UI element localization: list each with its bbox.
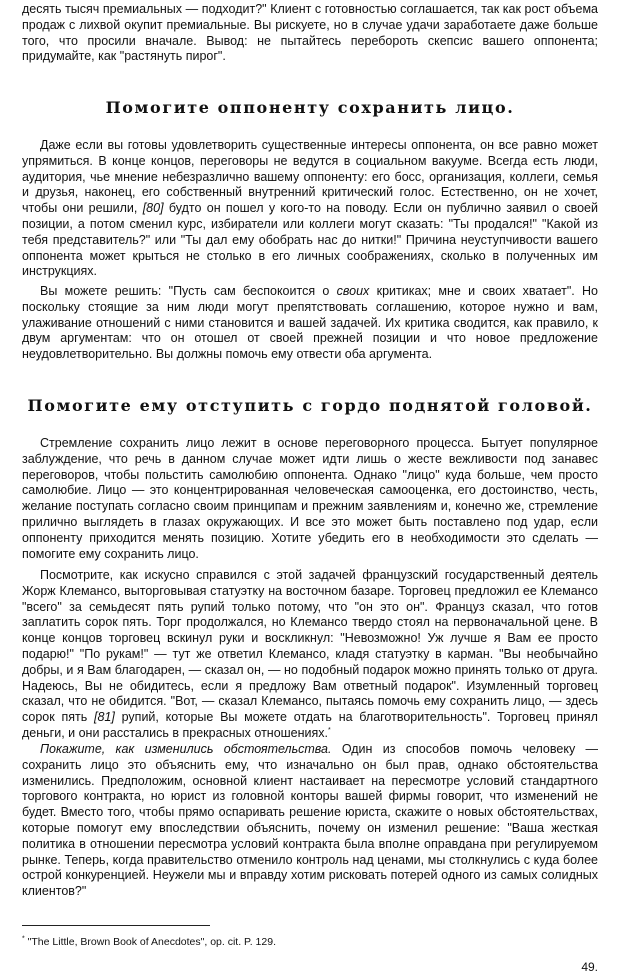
paragraph-text: критиках; мне и своих хватает". Но поскольку стоящие за ним люди могут препятствовать соглашению, которое нужно и вам, улаживание отношений с ними становится и вашей задачей. Их критика сводится, как правило, к двум аргументам: что он отошел от своей прежней позиции и что новое предложение неудовлетворительно. Вы должны помочь ему отвести оба аргумента. bbox=[22, 284, 599, 362]
section-heading-save-face: Помогите оппоненту сохранить лицо. bbox=[105, 98, 515, 117]
page-number: 49. bbox=[581, 960, 598, 974]
paragraph-text: Стремление сохранить лицо лежит в основе переговорного процесса. Бытует популярное заблуждение, что речь в данном случае может идти лишь о жесте вежливости под занавес переговоров, чтобы польстить самолюбию оппонента. Однако "лицо" куда больше, чем просто самолюбие. Лицо — это концентрированная человеческая самооценка, его достоинство, честь, желание поступать согласно своим принципам и прежним заявлениям и, конечно же, стремление прилично выглядеть в глазах окружающих. И все это может быть поставлено под удар, если оппоненту приходится менять позицию. Хотите убедить его в необходимости это сделать — помогите ему сохранить лицо. bbox=[22, 436, 598, 561]
section-heading-retreat: Помогите ему отступить с гордо поднятой головой. bbox=[27, 396, 593, 415]
emphasis-text: Покажите, как изменились обстоятельства. bbox=[40, 742, 332, 756]
footnote bbox=[22, 936, 542, 949]
page-reference: [80] bbox=[142, 201, 164, 216]
page-reference: [81] bbox=[94, 710, 115, 725]
paragraph-face-saving bbox=[22, 436, 598, 562]
paragraph-critics bbox=[22, 284, 598, 363]
paragraph-audience bbox=[22, 138, 598, 280]
footnote-divider bbox=[22, 925, 210, 926]
footnote-text: "The Little, Brown Book of Anecdotes", op. cit. P. 129. bbox=[27, 936, 276, 948]
paragraph-text: десять тысяч премиальных — подходит?" Клиент с готовностью соглашается, так как рост объема продаж с лихвой окупит премиальные. Вы рискуете, но в случае удачи заработаете даже больше того, что просили вначале. Вывод: не пытайтесь перебороть скепсис вашего оппонента; придумайте, как "растянуть пирог". bbox=[22, 2, 598, 64]
footnote-marker: * bbox=[22, 935, 25, 943]
paragraph-intro bbox=[22, 2, 598, 65]
paragraph-circumstances bbox=[22, 742, 598, 900]
paragraph-text: Посмотрите, как искусно справился с этой задачей французский государственный деятель Жорж Клемансо, выторговывая статуэтку на восточном базаре. Торговец предложил ее Клемансо "всего" за семьдесят пять рупий только потому, что "он это он". Француз сказал, что готов заплатить сорок пять. Торг продолжался, но Клемансо твердо стоял на первоначальной цене. В конце концов торговец вскинул руки и воскликнул: "Невозможно! Уж лучше я Вам ее просто подарю!" "По рукам!" — тут же ответил Клемансо, кладя статуэтку в карман. "Вы необычайно добры, и я Вам благодарен, — сказал он, — но подобный подарок можно принять только от друга. Надеюсь, Вы не обидитесь, если я предложу Вам ответный подарок". Изумленный торговец сказал, что не обидится. "Вот, — сказал Клемансо, пытаясь помочь ему сохранить лицо, — здесь сорок пять bbox=[22, 568, 598, 725]
paragraph-text: будто он пошел у кого-то на поводу. Если он публично заявил о своей позиции, а потом сменил курс, избиратели или коллеги могут сказать: "Ты продался!" "Какой из тебя представитель?" или "Ты дал ему обобрать нас до нитки!" Причина неуступчивости вашего оппонента может крыться не столько в его личных соображениях, сколько в полученных им инструкциях. bbox=[22, 201, 598, 279]
emphasis-text: своих bbox=[336, 284, 370, 298]
paragraph-text: рупий, которые Вы можете отдать на благотворительность". Торговец принял деньги, и они расстались в прекрасных отношениях. bbox=[22, 710, 598, 740]
paragraph-text: Вы можете решить: "Пусть сам беспокоится о bbox=[40, 284, 330, 298]
paragraph-text: Даже если вы готовы удовлетворить существенные интересы оппонента, он все равно может упрямиться. В конце концов, переговоры не ведутся в социальном вакууме. Всегда есть люди, аудитория, чье мнение небезразлично вашему оппоненту: его босс, организация, коллеги, семья и друзья, наконец, его собственный внутренний критический голос. Естественно, он не хочет, чтобы они решили, bbox=[22, 138, 598, 216]
paragraph-clemenceau bbox=[22, 568, 598, 742]
footnote-marker: * bbox=[328, 726, 331, 734]
paragraph-text: Один из способов помочь человеку — сохранить лицо это объяснить ему, что изначально он был прав, однако обстоятельства изменились. Предположим, основной клиент настаивает на пересмотре условий стандартного торгового контракта, но юрист из головной конторы вашей фирмы говорит, что изменений не будет. Вместо того, чтобы прямо оспаривать решение юриста, скажите о новых обстоятельствах, которые помогут ему впоследствии объяснить, почему он изменил решение: "Ваша жесткая политика в отношении пересмотра условий контракта была вполне оправдана при регулируемом рынке. Теперь, когда правительство отменило контроль над ценами, мы столкнулись с куда более острой конкуренцией. Неужели мы и вправду хотим рисковать потерей одного из самых солидных клиентов?" bbox=[22, 742, 598, 899]
